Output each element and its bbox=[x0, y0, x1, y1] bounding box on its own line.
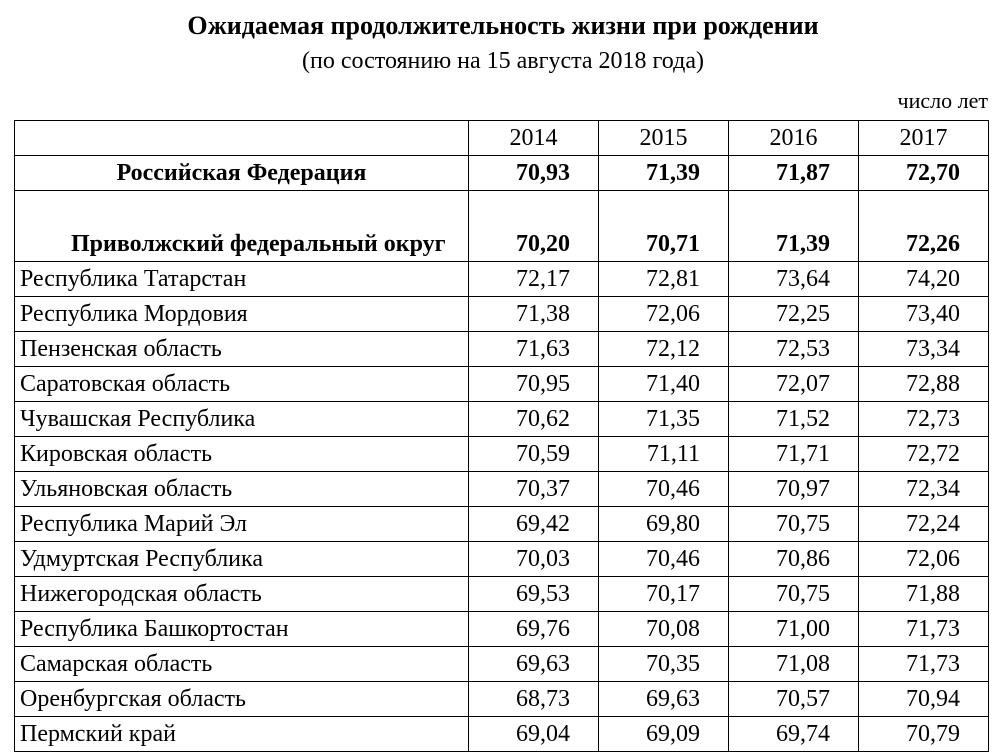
value-cell: 69,76 bbox=[469, 612, 599, 647]
value-cell: 71,71 bbox=[729, 437, 859, 472]
value-cell: 70,75 bbox=[729, 507, 859, 542]
region-name: Республика Татарстан bbox=[15, 262, 469, 297]
table-row bbox=[15, 297, 989, 332]
value-cell: 70,95 bbox=[469, 367, 599, 402]
table-row bbox=[15, 332, 989, 367]
value-cell: 71,39 bbox=[729, 191, 859, 262]
total-row bbox=[15, 156, 989, 191]
header-row bbox=[15, 121, 989, 156]
value-cell: 70,46 bbox=[599, 542, 729, 577]
value-cell: 71,39 bbox=[599, 156, 729, 191]
value-cell: 70,59 bbox=[469, 437, 599, 472]
table-row bbox=[15, 437, 989, 472]
region-name: Пензенская область bbox=[15, 332, 469, 367]
value-cell: 71,73 bbox=[859, 612, 989, 647]
units-label: число лет bbox=[897, 88, 988, 113]
value-cell: 72,26 bbox=[859, 191, 989, 262]
table-row bbox=[15, 612, 989, 647]
value-cell: 70,79 bbox=[859, 717, 989, 752]
value-cell: 70,75 bbox=[729, 577, 859, 612]
value-cell: 72,88 bbox=[859, 367, 989, 402]
header-empty-cell bbox=[15, 121, 469, 156]
value-cell: 71,08 bbox=[729, 647, 859, 682]
value-cell: 72,34 bbox=[859, 472, 989, 507]
page-title: Ожидаемая продолжительность жизни при рождении bbox=[187, 11, 819, 40]
value-cell: 70,08 bbox=[599, 612, 729, 647]
value-cell: 70,94 bbox=[859, 682, 989, 717]
value-cell: 69,63 bbox=[599, 682, 729, 717]
table-row bbox=[15, 577, 989, 612]
value-cell: 70,97 bbox=[729, 472, 859, 507]
value-cell: 72,12 bbox=[599, 332, 729, 367]
value-cell: 71,00 bbox=[729, 612, 859, 647]
value-cell: 71,52 bbox=[729, 402, 859, 437]
region-name: Приволжский федеральный округ bbox=[15, 191, 469, 262]
value-cell: 70,93 bbox=[469, 156, 599, 191]
value-cell: 73,34 bbox=[859, 332, 989, 367]
value-cell: 70,37 bbox=[469, 472, 599, 507]
value-cell: 73,64 bbox=[729, 262, 859, 297]
table-row bbox=[15, 472, 989, 507]
region-name: Пермский край bbox=[15, 717, 469, 752]
value-cell: 71,35 bbox=[599, 402, 729, 437]
value-cell: 69,09 bbox=[599, 717, 729, 752]
value-cell: 71,87 bbox=[729, 156, 859, 191]
region-name: Республика Мордовия bbox=[15, 297, 469, 332]
value-cell: 69,04 bbox=[469, 717, 599, 752]
value-cell: 72,17 bbox=[469, 262, 599, 297]
value-cell: 72,25 bbox=[729, 297, 859, 332]
value-cell: 70,20 bbox=[469, 191, 599, 262]
page-subtitle: (по состоянию на 15 августа 2018 года) bbox=[302, 48, 704, 74]
region-name: Кировская область bbox=[15, 437, 469, 472]
region-name: Республика Башкортостан bbox=[15, 612, 469, 647]
value-cell: 71,38 bbox=[469, 297, 599, 332]
value-cell: 69,53 bbox=[469, 577, 599, 612]
value-cell: 72,73 bbox=[859, 402, 989, 437]
table-row bbox=[15, 402, 989, 437]
value-cell: 71,40 bbox=[599, 367, 729, 402]
value-cell: 70,46 bbox=[599, 472, 729, 507]
region-name: Самарская область bbox=[15, 647, 469, 682]
value-cell: 70,57 bbox=[729, 682, 859, 717]
value-cell: 72,06 bbox=[599, 297, 729, 332]
region-name: Нижегородская область bbox=[15, 577, 469, 612]
region-name: Оренбургская область bbox=[15, 682, 469, 717]
table-row bbox=[15, 507, 989, 542]
table-row bbox=[15, 262, 989, 297]
value-cell: 71,88 bbox=[859, 577, 989, 612]
value-cell: 68,73 bbox=[469, 682, 599, 717]
value-cell: 72,72 bbox=[859, 437, 989, 472]
region-name: Ульяновская область bbox=[15, 472, 469, 507]
region-name: Саратовская область bbox=[15, 367, 469, 402]
value-cell: 71,63 bbox=[469, 332, 599, 367]
table-row bbox=[15, 542, 989, 577]
value-cell: 73,40 bbox=[859, 297, 989, 332]
table-row bbox=[15, 647, 989, 682]
value-cell: 72,70 bbox=[859, 156, 989, 191]
value-cell: 72,53 bbox=[729, 332, 859, 367]
value-cell: 70,35 bbox=[599, 647, 729, 682]
table-row bbox=[15, 717, 989, 752]
table-row bbox=[15, 682, 989, 717]
value-cell: 69,42 bbox=[469, 507, 599, 542]
table-row bbox=[15, 367, 989, 402]
region-name: Республика Марий Эл bbox=[15, 507, 469, 542]
value-cell: 72,24 bbox=[859, 507, 989, 542]
value-cell: 70,86 bbox=[729, 542, 859, 577]
region-name: Чувашская Республика bbox=[15, 402, 469, 437]
year-header: 2014 bbox=[469, 121, 599, 156]
value-cell: 70,03 bbox=[469, 542, 599, 577]
value-cell: 70,17 bbox=[599, 577, 729, 612]
district-row bbox=[15, 191, 989, 262]
year-header: 2016 bbox=[729, 121, 859, 156]
value-cell: 69,80 bbox=[599, 507, 729, 542]
region-name: Удмуртская Республика bbox=[15, 542, 469, 577]
region-rows bbox=[15, 262, 989, 752]
year-header: 2015 bbox=[599, 121, 729, 156]
value-cell: 69,63 bbox=[469, 647, 599, 682]
value-cell: 70,62 bbox=[469, 402, 599, 437]
value-cell: 69,74 bbox=[729, 717, 859, 752]
value-cell: 70,71 bbox=[599, 191, 729, 262]
value-cell: 74,20 bbox=[859, 262, 989, 297]
year-header: 2017 bbox=[859, 121, 989, 156]
value-cell: 72,81 bbox=[599, 262, 729, 297]
value-cell: 71,11 bbox=[599, 437, 729, 472]
value-cell: 72,07 bbox=[729, 367, 859, 402]
value-cell: 71,73 bbox=[859, 647, 989, 682]
region-name: Российская Федерация bbox=[15, 156, 469, 191]
value-cell: 72,06 bbox=[859, 542, 989, 577]
life-expectancy-table bbox=[14, 120, 989, 752]
